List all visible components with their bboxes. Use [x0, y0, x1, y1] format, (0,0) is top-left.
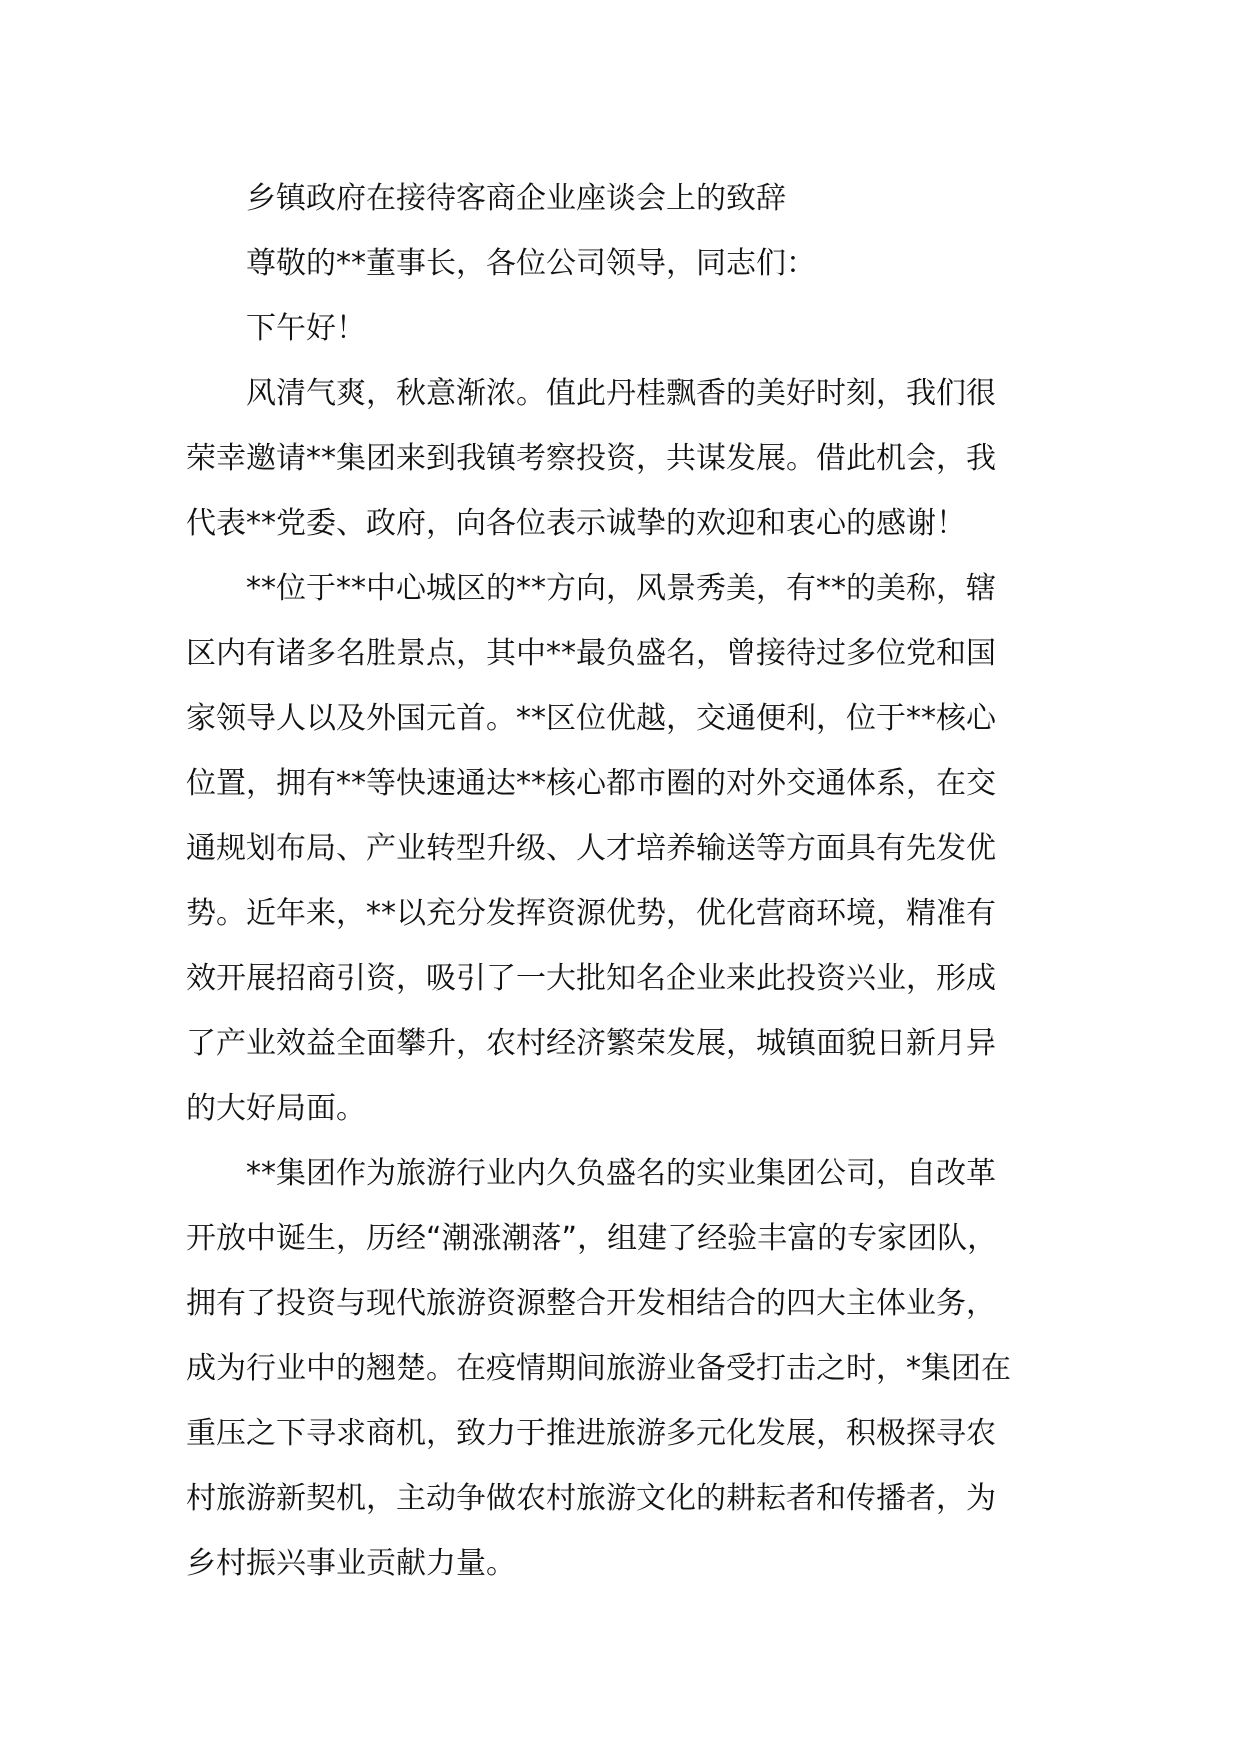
document-body: [186, 166, 1066, 1596]
paragraph-line: 区内有诸多名胜景点，其中**最负盛名，曾接待过多位党和国: [186, 636, 996, 671]
paragraph-3: [186, 1141, 1066, 1596]
paragraph-line: 成为行业中的翘楚。在疫情期间旅游业备受打击之时，*集团在: [186, 1351, 1011, 1386]
paragraph-line: 重压之下寻求商机，致力于推进旅游多元化发展，积极探寻农: [186, 1416, 996, 1451]
paragraph-line: **集团作为旅游行业内久负盛名的实业集团公司，自改革: [246, 1156, 996, 1191]
paragraph-line: 风清气爽，秋意渐浓。值此丹桂飘香的美好时刻，我们很: [246, 376, 996, 411]
paragraph-2: [186, 556, 1066, 1141]
paragraph-line: **位于**中心城区的**方向，风景秀美，有**的美称，辖: [246, 571, 996, 606]
paragraph-1: [186, 361, 1066, 556]
paragraph-line: 势。近年来，**以充分发挥资源优势，优化营商环境，精准有: [186, 896, 996, 931]
paragraph-line: 家领导人以及外国元首。**区位优越，交通便利，位于**核心: [186, 701, 996, 736]
paragraph-line: 的大好局面。: [186, 1091, 366, 1126]
paragraph-line: 效开展招商引资，吸引了一大批知名企业来此投资兴业，形成: [186, 961, 996, 996]
document-title: 乡镇政府在接待客商企业座谈会上的致辞: [246, 181, 786, 216]
greeting: 下午好！: [246, 311, 366, 346]
paragraph-line: 位置，拥有**等快速通达**核心都市圈的对外交通体系，在交: [186, 766, 996, 801]
paragraph-line: 通规划布局、产业转型升级、人才培养输送等方面具有先发优: [186, 831, 996, 866]
salutation: 尊敬的**董事长，各位公司领导，同志们：: [246, 246, 816, 281]
paragraph-line: 了产业效益全面攀升，农村经济繁荣发展，城镇面貌日新月异: [186, 1026, 996, 1061]
paragraph-line: 村旅游新契机，主动争做农村旅游文化的耕耘者和传播者，为: [186, 1481, 996, 1516]
paragraph-line: 拥有了投资与现代旅游资源整合开发相结合的四大主体业务，: [186, 1286, 996, 1321]
paragraph-line: 乡村振兴事业贡献力量。: [186, 1546, 516, 1581]
paragraph-line: 开放中诞生，历经“潮涨潮落”，组建了经验丰富的专家团队，: [186, 1221, 998, 1256]
paragraph-line: 代表**党委、政府，向各位表示诚挚的欢迎和衷心的感谢！: [186, 506, 966, 541]
paragraph-line: 荣幸邀请**集团来到我镇考察投资，共谋发展。借此机会，我: [186, 441, 996, 476]
